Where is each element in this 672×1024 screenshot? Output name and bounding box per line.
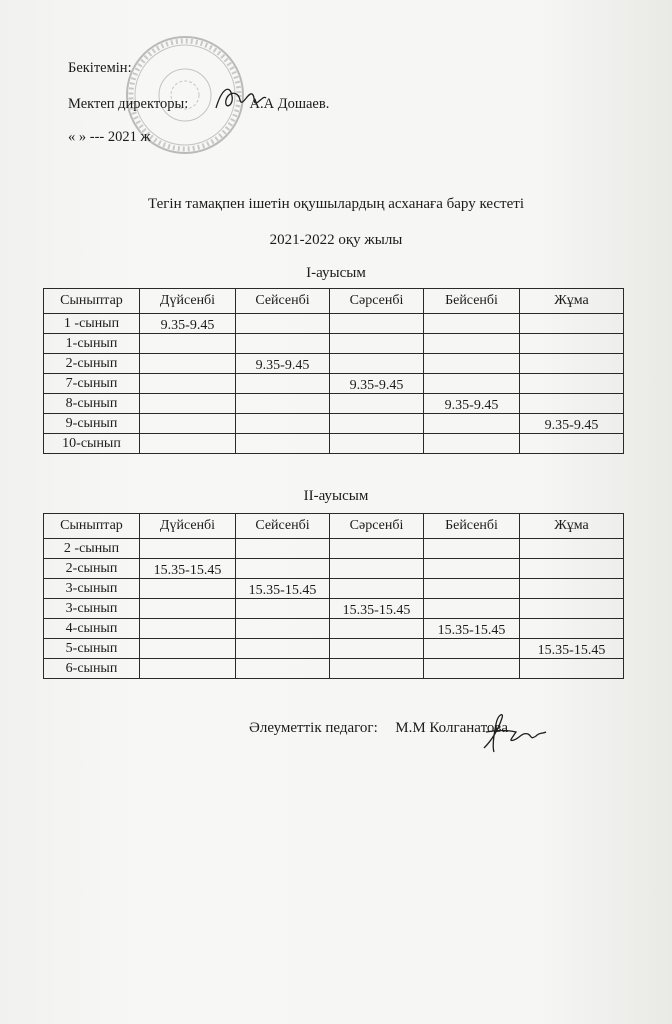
time-cell	[236, 639, 330, 659]
shift-1-schedule-table	[43, 288, 624, 454]
time-cell	[520, 394, 624, 414]
document-title: Тегін тамақпен ішетін оқушылардың асханаға бару кестеті	[148, 196, 524, 212]
time-cell	[424, 314, 520, 334]
column-header: Бейсенбі	[424, 514, 520, 539]
time-cell	[140, 354, 236, 374]
table-row	[44, 354, 624, 374]
time-cell	[424, 599, 520, 619]
time-cell	[520, 354, 624, 374]
time-cell	[236, 394, 330, 414]
shift-2-title: ІІ-ауысым	[303, 488, 369, 504]
column-header: Жұма	[520, 514, 624, 539]
time-cell	[236, 619, 330, 639]
time-cell	[140, 434, 236, 454]
time-cell: 9.35-9.45	[140, 314, 236, 334]
table-row	[44, 659, 624, 679]
time-cell	[424, 639, 520, 659]
table-row	[44, 579, 624, 599]
time-cell	[236, 434, 330, 454]
column-header: Дүйсенбі	[140, 289, 236, 314]
table-row	[44, 539, 624, 559]
time-cell	[330, 619, 424, 639]
director-signature	[212, 82, 268, 116]
approval-label: Бекітемін:	[68, 60, 132, 76]
time-cell	[520, 539, 624, 559]
class-cell: 5-сынып	[44, 639, 140, 659]
academic-year: 2021-2022 оқу жылы	[269, 232, 403, 248]
approval-date: « » --- 2021 ж	[68, 129, 151, 145]
time-cell	[140, 599, 236, 619]
social-pedagogue-label: Әлеуметтік педагог:	[249, 720, 378, 736]
time-cell	[140, 374, 236, 394]
director-name: А.А Дошаев.	[249, 96, 330, 112]
director-line	[68, 96, 329, 113]
time-cell	[424, 434, 520, 454]
time-cell	[330, 559, 424, 579]
time-cell	[140, 414, 236, 434]
time-cell	[424, 354, 520, 374]
shift-1-title: І-ауысым	[306, 265, 366, 281]
table-row	[44, 334, 624, 354]
column-header: Сәрсенбі	[330, 514, 424, 539]
time-cell	[520, 334, 624, 354]
time-cell	[330, 314, 424, 334]
class-cell: 10-сынып	[44, 434, 140, 454]
time-cell	[520, 314, 624, 334]
time-cell	[236, 659, 330, 679]
class-cell: 6-сынып	[44, 659, 140, 679]
class-cell: 4-сынып	[44, 619, 140, 639]
social-pedagogue-name: М.М Колганатова	[395, 720, 508, 736]
time-cell	[330, 334, 424, 354]
time-cell	[520, 659, 624, 679]
table-header-row	[44, 514, 624, 539]
column-header: Сәрсенбі	[330, 289, 424, 314]
column-header: Бейсенбі	[424, 289, 520, 314]
time-cell	[236, 414, 330, 434]
time-cell: 9.35-9.45	[330, 374, 424, 394]
time-cell	[330, 394, 424, 414]
time-cell: 15.35-15.45	[330, 599, 424, 619]
class-cell: 2-сынып	[44, 354, 140, 374]
time-cell	[236, 539, 330, 559]
column-header: Сыныптар	[44, 289, 140, 314]
time-cell: 9.35-9.45	[424, 394, 520, 414]
time-cell	[140, 394, 236, 414]
time-cell	[140, 659, 236, 679]
time-cell	[424, 334, 520, 354]
table-row	[44, 414, 624, 434]
table-row	[44, 434, 624, 454]
column-header: Жұма	[520, 289, 624, 314]
table-row	[44, 599, 624, 619]
shift-2-schedule-table	[43, 513, 624, 679]
class-cell: 7-сынып	[44, 374, 140, 394]
time-cell	[520, 559, 624, 579]
class-cell: 2 -сынып	[44, 539, 140, 559]
column-header: Сейсенбі	[236, 514, 330, 539]
time-cell	[236, 334, 330, 354]
time-cell	[330, 354, 424, 374]
table-row	[44, 639, 624, 659]
table-row	[44, 374, 624, 394]
class-cell: 2-сынып	[44, 559, 140, 579]
class-cell: 1-сынып	[44, 334, 140, 354]
time-cell	[520, 579, 624, 599]
time-cell	[424, 414, 520, 434]
time-cell	[236, 559, 330, 579]
time-cell	[520, 434, 624, 454]
time-cell	[330, 434, 424, 454]
time-cell	[330, 414, 424, 434]
class-cell: 8-сынып	[44, 394, 140, 414]
time-cell: 9.35-9.45	[236, 354, 330, 374]
table-row	[44, 394, 624, 414]
time-cell: 15.35-15.45	[236, 579, 330, 599]
column-header: Дүйсенбі	[140, 514, 236, 539]
time-cell	[424, 659, 520, 679]
time-cell	[424, 539, 520, 559]
pedagogue-signature	[478, 710, 548, 758]
table-header-row	[44, 289, 624, 314]
time-cell	[424, 579, 520, 599]
time-cell	[330, 639, 424, 659]
table-row	[44, 619, 624, 639]
time-cell	[236, 374, 330, 394]
time-cell	[520, 599, 624, 619]
class-cell: 9-сынып	[44, 414, 140, 434]
time-cell	[140, 579, 236, 599]
time-cell	[520, 374, 624, 394]
director-label: Мектеп директоры:	[68, 96, 189, 112]
table-row	[44, 314, 624, 334]
class-cell: 3-сынып	[44, 579, 140, 599]
column-header: Сейсенбі	[236, 289, 330, 314]
time-cell	[520, 619, 624, 639]
time-cell: 15.35-15.45	[424, 619, 520, 639]
time-cell	[236, 599, 330, 619]
time-cell	[330, 539, 424, 559]
time-cell	[140, 639, 236, 659]
class-cell: 3-сынып	[44, 599, 140, 619]
column-header: Сыныптар	[44, 514, 140, 539]
table-row	[44, 559, 624, 579]
signature-line	[249, 720, 508, 737]
time-cell: 9.35-9.45	[520, 414, 624, 434]
time-cell	[330, 579, 424, 599]
time-cell	[424, 374, 520, 394]
class-cell: 1 -сынып	[44, 314, 140, 334]
time-cell	[140, 539, 236, 559]
time-cell	[140, 619, 236, 639]
time-cell	[236, 314, 330, 334]
time-cell: 15.35-15.45	[520, 639, 624, 659]
time-cell: 15.35-15.45	[140, 559, 236, 579]
time-cell	[424, 559, 520, 579]
time-cell	[330, 659, 424, 679]
time-cell	[140, 334, 236, 354]
